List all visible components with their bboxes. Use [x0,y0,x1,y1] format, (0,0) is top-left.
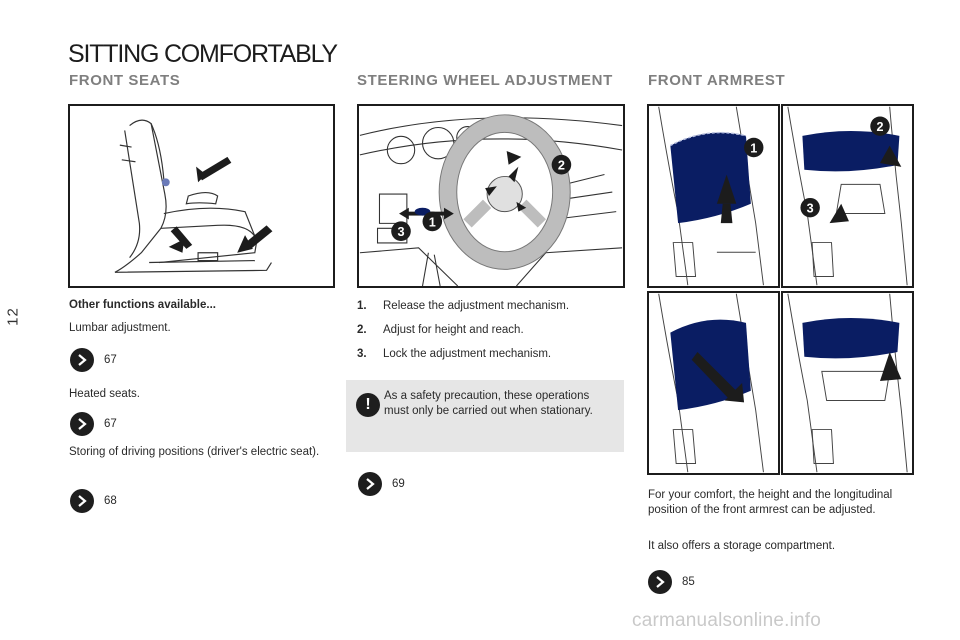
exclamation-circle-icon: ! [356,393,380,417]
steering-callout-3: 3 [397,224,405,240]
lumbar-page-ref[interactable]: 67 [104,354,117,366]
lumbar-reference[interactable] [70,347,117,373]
lumbar-text: Lumbar adjustment. [69,322,171,334]
armrest-storage-text: It also offers a storage compartment. [648,540,836,552]
armrest-reference[interactable] [648,569,695,595]
page-title: SITTING COMFORTABLY [68,40,337,68]
arrow-right-circle-icon[interactable] [70,412,94,436]
armrest-illustration-3 [647,291,780,475]
step-text: Adjust for height and reach. [383,324,524,336]
steering-wheel-illustration [357,104,625,288]
arrow-right-circle-icon[interactable] [70,348,94,372]
armrest-page-ref[interactable]: 85 [682,576,695,588]
steering-reference[interactable] [358,471,405,497]
steering-page-ref[interactable]: 69 [392,478,405,490]
watermark: carmanualsonline.info [632,610,822,631]
front-seats-heading: FRONT SEATS [69,72,181,89]
driving-positions-reference[interactable] [70,488,117,514]
armrest-illustration-1 [647,104,780,288]
other-functions-heading: Other functions available... [69,299,216,311]
steering-step [357,323,627,338]
steering-callout-1: 1 [428,214,436,230]
armrest-illustration-2 [781,104,914,288]
driving-positions-page-ref[interactable]: 68 [104,495,117,507]
steering-step [357,347,627,362]
safety-warning-text: As a safety precaution, these operations must only be carried out when stationary. [384,390,593,417]
step-number: 2. [357,324,367,336]
seat-illustration [68,104,335,288]
step-number: 1. [357,300,367,312]
step-number: 3. [357,348,367,360]
arrow-right-circle-icon[interactable] [648,570,672,594]
armrest-callout-1: 1 [750,141,758,156]
safety-warning-box [346,380,624,452]
armrest-callout-2: 2 [876,120,884,135]
steering-steps-list [357,299,627,371]
arrow-right-circle-icon[interactable] [358,472,382,496]
heated-seats-page-ref[interactable]: 67 [104,418,117,430]
steering-heading: STEERING WHEEL ADJUSTMENT [357,72,613,89]
page-number: 12 [4,307,22,326]
steering-step [357,299,627,314]
armrest-illustration-4 [781,291,914,475]
step-text: Lock the adjustment mechanism. [383,348,552,360]
steering-callout-2: 2 [557,157,565,173]
heated-seats-text: Heated seats. [69,388,140,400]
armrest-description: For your comfort, the height and the longitudinal position of the front armrest can be adjusted. [648,489,893,516]
heated-seats-reference[interactable] [70,411,117,437]
armrest-callout-3: 3 [806,201,814,216]
driving-positions-text: Storing of driving positions (driver's electric seat). [69,446,320,458]
step-text: Release the adjustment mechanism. [383,300,570,312]
arrow-right-circle-icon[interactable] [70,489,94,513]
armrest-heading: FRONT ARMREST [648,72,786,89]
